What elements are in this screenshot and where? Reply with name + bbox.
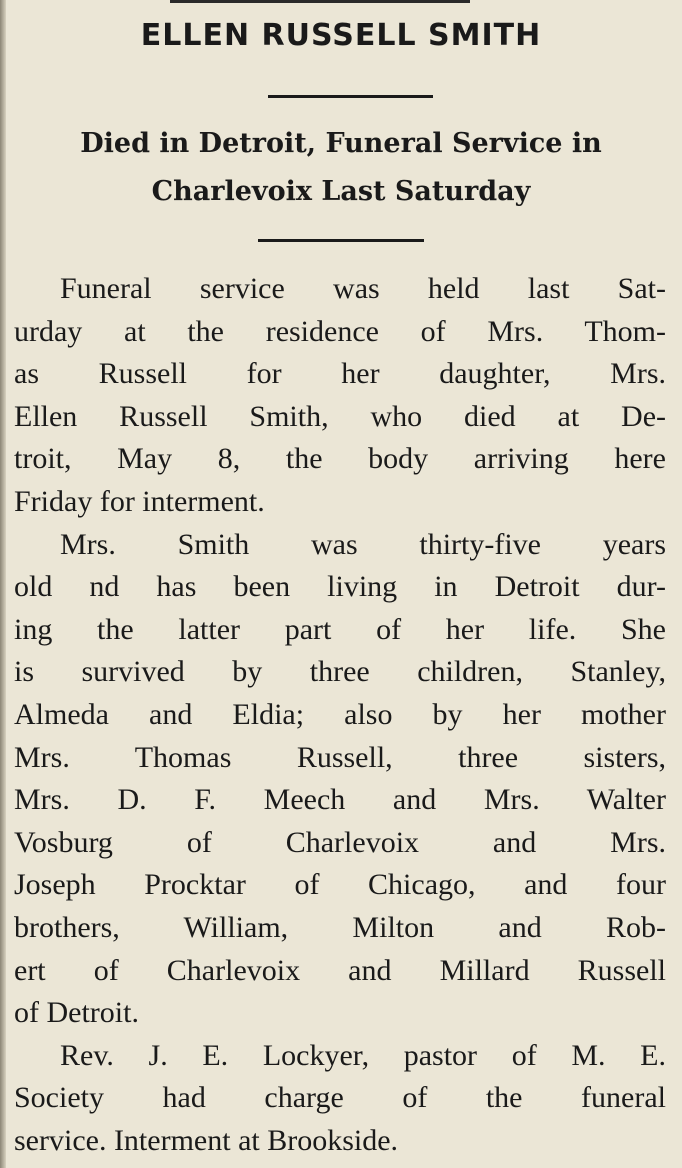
text-line: Rev. J. E. Lockyer, pastor of M. E. (60, 1038, 666, 1072)
text-line: ert of Charlevoix and Millard Russell (14, 953, 666, 987)
text-line: old nd has been living in Detroit dur- (14, 570, 666, 604)
text-line: Funeral service was held last Sat- (60, 272, 666, 305)
divider-rule (268, 95, 433, 98)
text-line: Mrs. Thomas Russell, three sisters, (14, 740, 666, 774)
text-line: urday at the residence of Mrs. Thom- (14, 314, 666, 348)
headline: ELLEN RUSSELL SMITH (140, 18, 542, 53)
text-line: Friday for interment. (14, 484, 265, 518)
text-line: Society had charge of the funeral (14, 1081, 666, 1115)
text-line: service. Interment at Brookside. (14, 1123, 399, 1157)
top-rule (170, 0, 470, 3)
text-line: Joseph Procktar of Chicago, and four (14, 868, 666, 902)
text-line: Almeda and Eldia; also by her mother (14, 697, 666, 731)
text-line: is survived by three children, Stanley, (14, 655, 666, 689)
text-line: brothers, William, Milton and Rob- (14, 910, 666, 944)
text-line: as Russell for her daughter, Mrs. (14, 357, 666, 391)
text-line: of Detroit. (14, 996, 139, 1030)
subheadline-line: Charlevoix Last Saturday (151, 176, 531, 207)
text-line: Vosburg of Charlevoix and Mrs. (14, 825, 666, 859)
subheadline-line: Died in Detroit, Funeral Service in (80, 128, 602, 159)
text-line: troit, May 8, the body arriving here (14, 442, 666, 476)
text-line: Mrs. D. F. Meech and Mrs. Walter (14, 783, 666, 817)
text-line: Mrs. Smith was thirty-five years (60, 527, 666, 561)
article-body (14, 268, 666, 1162)
text-line: ing the latter part of her life. She (14, 612, 666, 646)
text-line: Ellen Russell Smith, who died at De- (14, 399, 666, 433)
divider-rule (258, 239, 424, 242)
subheadline (0, 120, 682, 216)
